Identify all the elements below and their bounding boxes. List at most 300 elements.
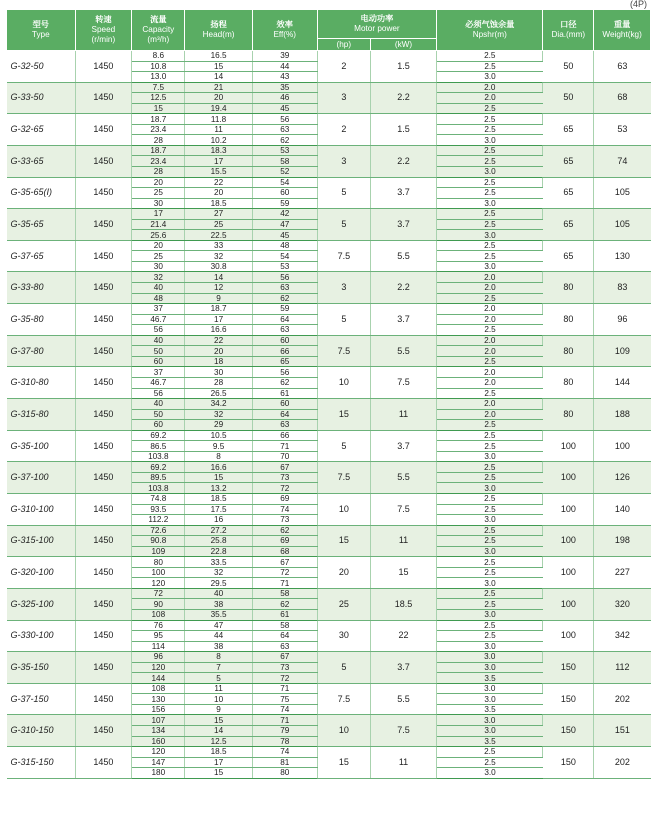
capacity-cell: 160: [132, 736, 185, 747]
npshr-cell: 2.5: [437, 103, 543, 114]
head-cell: 20: [185, 346, 252, 357]
model-cell: G-310-80: [7, 367, 76, 399]
model-cell: G-35-65(I): [7, 177, 76, 209]
model-cell: G-33-50: [7, 82, 76, 114]
weight-cell: 53: [594, 114, 651, 146]
efficiency-cell: 72: [252, 673, 317, 684]
npshr-cell: 2.0: [437, 335, 543, 346]
capacity-cell: 12.5: [132, 93, 185, 104]
speed-cell: 1450: [75, 588, 132, 620]
capacity-cell: 103.8: [132, 451, 185, 462]
head-cell: 15: [185, 715, 252, 726]
model-cell: G-320-100: [7, 557, 76, 589]
capacity-cell: 23.4: [132, 156, 185, 167]
page-number: (4P): [629, 0, 647, 9]
diameter-cell: 100: [543, 525, 594, 557]
hp-cell: 15: [317, 525, 370, 557]
head-cell: 18: [185, 356, 252, 367]
hp-cell: 3: [317, 145, 370, 177]
kw-cell: 7.5: [370, 367, 436, 399]
head-cell: 11: [185, 124, 252, 135]
diameter-cell: 65: [543, 145, 594, 177]
capacity-cell: 20: [132, 177, 185, 188]
npshr-cell: 3.0: [437, 683, 543, 694]
npshr-cell: 2.5: [437, 557, 543, 568]
efficiency-cell: 52: [252, 167, 317, 178]
npshr-cell: 3.0: [437, 726, 543, 737]
efficiency-cell: 73: [252, 472, 317, 483]
efficiency-cell: 63: [252, 124, 317, 135]
head-cell: 44: [185, 631, 252, 642]
efficiency-cell: 46: [252, 93, 317, 104]
weight-cell: 342: [594, 620, 651, 652]
hp-cell: 7.5: [317, 335, 370, 367]
model-cell: G-33-65: [7, 145, 76, 177]
capacity-cell: 46.7: [132, 314, 185, 325]
speed-cell: 1450: [75, 82, 132, 114]
hp-cell: 20: [317, 557, 370, 589]
model-cell: G-33-80: [7, 272, 76, 304]
capacity-cell: 108: [132, 683, 185, 694]
npshr-cell: 2.5: [437, 567, 543, 578]
efficiency-cell: 62: [252, 599, 317, 610]
efficiency-cell: 74: [252, 704, 317, 715]
npshr-cell: 2.5: [437, 114, 543, 125]
efficiency-cell: 54: [252, 251, 317, 262]
head-cell: 11: [185, 683, 252, 694]
capacity-cell: 147: [132, 757, 185, 768]
capacity-cell: 72.6: [132, 525, 185, 536]
head-cell: 40: [185, 588, 252, 599]
head-cell: 8: [185, 652, 252, 663]
kw-cell: 11: [370, 399, 436, 431]
efficiency-cell: 67: [252, 557, 317, 568]
efficiency-cell: 58: [252, 620, 317, 631]
speed-cell: 1450: [75, 747, 132, 779]
efficiency-cell: 69: [252, 536, 317, 547]
npshr-cell: 2.5: [437, 325, 543, 336]
efficiency-cell: 73: [252, 515, 317, 526]
kw-cell: 2.2: [370, 82, 436, 114]
header-diameter: 口径 Dia.(mm): [543, 10, 594, 51]
efficiency-cell: 48: [252, 240, 317, 251]
kw-cell: 2.2: [370, 145, 436, 177]
npshr-cell: 2.0: [437, 272, 543, 283]
kw-cell: 5.5: [370, 683, 436, 715]
capacity-cell: 18.7: [132, 114, 185, 125]
speed-cell: 1450: [75, 240, 132, 272]
head-cell: 47: [185, 620, 252, 631]
capacity-cell: 8.6: [132, 51, 185, 62]
npshr-cell: 2.5: [437, 219, 543, 230]
efficiency-cell: 53: [252, 145, 317, 156]
speed-cell: 1450: [75, 177, 132, 209]
efficiency-cell: 64: [252, 409, 317, 420]
weight-cell: 109: [594, 335, 651, 367]
efficiency-cell: 64: [252, 631, 317, 642]
head-cell: 18.3: [185, 145, 252, 156]
head-cell: 29: [185, 420, 252, 431]
kw-cell: 3.7: [370, 652, 436, 684]
model-cell: G-310-150: [7, 715, 76, 747]
head-cell: 26.5: [185, 388, 252, 399]
capacity-cell: 130: [132, 694, 185, 705]
weight-cell: 83: [594, 272, 651, 304]
head-cell: 17: [185, 314, 252, 325]
head-cell: 18.7: [185, 304, 252, 315]
hp-cell: 7.5: [317, 462, 370, 494]
head-cell: 10: [185, 694, 252, 705]
capacity-cell: 69.2: [132, 430, 185, 441]
efficiency-cell: 35: [252, 82, 317, 93]
hp-cell: 30: [317, 620, 370, 652]
head-cell: 38: [185, 599, 252, 610]
head-cell: 12.5: [185, 736, 252, 747]
head-cell: 25: [185, 219, 252, 230]
table-row: [7, 747, 651, 758]
model-cell: G-315-150: [7, 747, 76, 779]
efficiency-cell: 62: [252, 525, 317, 536]
npshr-cell: 3.0: [437, 230, 543, 241]
speed-cell: 1450: [75, 272, 132, 304]
header-weight: 重量 Weight(kg): [594, 10, 651, 51]
capacity-cell: 25: [132, 251, 185, 262]
pump-spec-table: [6, 9, 651, 779]
table-row: [7, 715, 651, 726]
kw-cell: 3.7: [370, 304, 436, 336]
model-cell: G-35-100: [7, 430, 76, 462]
hp-cell: 7.5: [317, 240, 370, 272]
weight-cell: 96: [594, 304, 651, 336]
capacity-cell: 40: [132, 283, 185, 294]
head-cell: 16.6: [185, 462, 252, 473]
hp-cell: 10: [317, 493, 370, 525]
table-row: [7, 652, 651, 663]
table-header: [7, 10, 651, 51]
diameter-cell: 80: [543, 367, 594, 399]
diameter-cell: 150: [543, 715, 594, 747]
table-row: [7, 272, 651, 283]
npshr-cell: 3.0: [437, 167, 543, 178]
efficiency-cell: 56: [252, 367, 317, 378]
efficiency-cell: 59: [252, 198, 317, 209]
kw-cell: 15: [370, 557, 436, 589]
capacity-cell: 89.5: [132, 472, 185, 483]
head-cell: 18.5: [185, 493, 252, 504]
head-cell: 9: [185, 704, 252, 715]
efficiency-cell: 47: [252, 219, 317, 230]
model-cell: G-35-150: [7, 652, 76, 684]
header-head: 扬程 Head(m): [185, 10, 252, 51]
npshr-cell: 3.0: [437, 451, 543, 462]
efficiency-cell: 75: [252, 694, 317, 705]
npshr-cell: 2.0: [437, 377, 543, 388]
capacity-cell: 90.8: [132, 536, 185, 547]
table-row: [7, 462, 651, 473]
capacity-cell: 56: [132, 388, 185, 399]
efficiency-cell: 65: [252, 356, 317, 367]
head-cell: 13.2: [185, 483, 252, 494]
npshr-cell: 2.5: [437, 631, 543, 642]
kw-cell: 5.5: [370, 462, 436, 494]
model-cell: G-37-100: [7, 462, 76, 494]
diameter-cell: 80: [543, 399, 594, 431]
efficiency-cell: 56: [252, 114, 317, 125]
table-row: [7, 525, 651, 536]
npshr-cell: 3.0: [437, 261, 543, 272]
speed-cell: 1450: [75, 430, 132, 462]
header-hp: (hp): [317, 39, 370, 51]
capacity-cell: 17: [132, 209, 185, 220]
efficiency-cell: 63: [252, 641, 317, 652]
npshr-cell: 2.5: [437, 430, 543, 441]
capacity-cell: 72: [132, 588, 185, 599]
npshr-cell: 2.0: [437, 367, 543, 378]
npshr-cell: 2.5: [437, 145, 543, 156]
model-cell: G-37-150: [7, 683, 76, 715]
npshr-cell: 3.0: [437, 198, 543, 209]
efficiency-cell: 80: [252, 768, 317, 779]
hp-cell: 7.5: [317, 683, 370, 715]
speed-cell: 1450: [75, 652, 132, 684]
hp-cell: 25: [317, 588, 370, 620]
head-cell: 5: [185, 673, 252, 684]
speed-cell: 1450: [75, 462, 132, 494]
diameter-cell: 100: [543, 430, 594, 462]
capacity-cell: 100: [132, 567, 185, 578]
model-cell: G-32-65: [7, 114, 76, 146]
npshr-cell: 2.5: [437, 525, 543, 536]
model-cell: G-315-80: [7, 399, 76, 431]
capacity-cell: 20: [132, 240, 185, 251]
efficiency-cell: 42: [252, 209, 317, 220]
diameter-cell: 80: [543, 272, 594, 304]
npshr-cell: 2.5: [437, 177, 543, 188]
efficiency-cell: 61: [252, 609, 317, 620]
efficiency-cell: 62: [252, 293, 317, 304]
efficiency-cell: 79: [252, 726, 317, 737]
table-row: [7, 177, 651, 188]
efficiency-cell: 54: [252, 177, 317, 188]
speed-cell: 1450: [75, 493, 132, 525]
npshr-cell: 2.0: [437, 304, 543, 315]
efficiency-cell: 43: [252, 72, 317, 83]
model-cell: G-35-80: [7, 304, 76, 336]
head-cell: 16.6: [185, 325, 252, 336]
capacity-cell: 69.2: [132, 462, 185, 473]
head-cell: 15.5: [185, 167, 252, 178]
efficiency-cell: 58: [252, 156, 317, 167]
npshr-cell: 2.0: [437, 82, 543, 93]
efficiency-cell: 71: [252, 441, 317, 452]
npshr-cell: 2.5: [437, 51, 543, 62]
efficiency-cell: 72: [252, 483, 317, 494]
head-cell: 9.5: [185, 441, 252, 452]
model-cell: G-32-50: [7, 51, 76, 83]
capacity-cell: 10.8: [132, 61, 185, 72]
efficiency-cell: 72: [252, 567, 317, 578]
capacity-cell: 108: [132, 609, 185, 620]
header-capacity: 流量 Capacity (m³/h): [132, 10, 185, 51]
npshr-cell: 3.5: [437, 673, 543, 684]
capacity-cell: 60: [132, 420, 185, 431]
efficiency-cell: 63: [252, 325, 317, 336]
efficiency-cell: 63: [252, 283, 317, 294]
capacity-cell: 40: [132, 335, 185, 346]
weight-cell: 130: [594, 240, 651, 272]
hp-cell: 5: [317, 177, 370, 209]
weight-cell: 198: [594, 525, 651, 557]
table-row: [7, 304, 651, 315]
efficiency-cell: 62: [252, 135, 317, 146]
kw-cell: 11: [370, 747, 436, 779]
capacity-cell: 21.4: [132, 219, 185, 230]
weight-cell: 105: [594, 177, 651, 209]
capacity-cell: 93.5: [132, 504, 185, 515]
capacity-cell: 50: [132, 346, 185, 357]
npshr-cell: 2.5: [437, 588, 543, 599]
capacity-cell: 74.8: [132, 493, 185, 504]
efficiency-cell: 63: [252, 420, 317, 431]
efficiency-cell: 66: [252, 430, 317, 441]
hp-cell: 15: [317, 747, 370, 779]
capacity-cell: 156: [132, 704, 185, 715]
capacity-cell: 112.2: [132, 515, 185, 526]
npshr-cell: 2.5: [437, 209, 543, 220]
capacity-cell: 144: [132, 673, 185, 684]
efficiency-cell: 58: [252, 588, 317, 599]
head-cell: 21: [185, 82, 252, 93]
kw-cell: 5.5: [370, 240, 436, 272]
table-row: [7, 51, 651, 62]
diameter-cell: 80: [543, 304, 594, 336]
efficiency-cell: 64: [252, 314, 317, 325]
npshr-cell: 2.0: [437, 399, 543, 410]
speed-cell: 1450: [75, 683, 132, 715]
capacity-cell: 60: [132, 356, 185, 367]
npshr-cell: 2.5: [437, 472, 543, 483]
hp-cell: 2: [317, 114, 370, 146]
efficiency-cell: 70: [252, 451, 317, 462]
table-row: [7, 683, 651, 694]
efficiency-cell: 74: [252, 504, 317, 515]
efficiency-cell: 60: [252, 188, 317, 199]
npshr-cell: 3.0: [437, 515, 543, 526]
weight-cell: 227: [594, 557, 651, 589]
model-cell: G-315-100: [7, 525, 76, 557]
head-cell: 7: [185, 662, 252, 673]
diameter-cell: 100: [543, 493, 594, 525]
capacity-cell: 15: [132, 103, 185, 114]
npshr-cell: 3.0: [437, 135, 543, 146]
diameter-cell: 150: [543, 652, 594, 684]
table-row: [7, 620, 651, 631]
model-cell: G-37-80: [7, 335, 76, 367]
head-cell: 29.5: [185, 578, 252, 589]
speed-cell: 1450: [75, 367, 132, 399]
head-cell: 30: [185, 367, 252, 378]
capacity-cell: 180: [132, 768, 185, 779]
npshr-cell: 2.0: [437, 346, 543, 357]
speed-cell: 1450: [75, 715, 132, 747]
capacity-cell: 37: [132, 367, 185, 378]
head-cell: 25.8: [185, 536, 252, 547]
efficiency-cell: 66: [252, 346, 317, 357]
weight-cell: 144: [594, 367, 651, 399]
npshr-cell: 2.5: [437, 747, 543, 758]
hp-cell: 3: [317, 82, 370, 114]
head-cell: 12: [185, 283, 252, 294]
head-cell: 14: [185, 272, 252, 283]
npshr-cell: 2.0: [437, 93, 543, 104]
table-row: [7, 430, 651, 441]
weight-cell: 320: [594, 588, 651, 620]
npshr-cell: 3.0: [437, 715, 543, 726]
npshr-cell: 2.5: [437, 462, 543, 473]
kw-cell: 3.7: [370, 430, 436, 462]
head-cell: 11.8: [185, 114, 252, 125]
weight-cell: 151: [594, 715, 651, 747]
npshr-cell: 3.5: [437, 704, 543, 715]
weight-cell: 100: [594, 430, 651, 462]
npshr-cell: 2.5: [437, 536, 543, 547]
npshr-cell: 2.5: [437, 356, 543, 367]
capacity-cell: 120: [132, 747, 185, 758]
npshr-cell: 3.0: [437, 662, 543, 673]
weight-cell: 105: [594, 209, 651, 241]
model-cell: G-325-100: [7, 588, 76, 620]
npshr-cell: 3.0: [437, 72, 543, 83]
efficiency-cell: 62: [252, 377, 317, 388]
head-cell: 17: [185, 757, 252, 768]
npshr-cell: 2.5: [437, 620, 543, 631]
head-cell: 22.8: [185, 546, 252, 557]
model-cell: G-310-100: [7, 493, 76, 525]
head-cell: 27.2: [185, 525, 252, 536]
head-cell: 32: [185, 567, 252, 578]
hp-cell: 5: [317, 430, 370, 462]
kw-cell: 5.5: [370, 335, 436, 367]
npshr-cell: 2.5: [437, 293, 543, 304]
head-cell: 32: [185, 409, 252, 420]
kw-cell: 2.2: [370, 272, 436, 304]
diameter-cell: 100: [543, 588, 594, 620]
weight-cell: 140: [594, 493, 651, 525]
head-cell: 22.5: [185, 230, 252, 241]
efficiency-cell: 60: [252, 335, 317, 346]
kw-cell: 1.5: [370, 51, 436, 83]
head-cell: 15: [185, 61, 252, 72]
hp-cell: 15: [317, 399, 370, 431]
capacity-cell: 30: [132, 198, 185, 209]
weight-cell: 202: [594, 683, 651, 715]
npshr-cell: 2.5: [437, 240, 543, 251]
capacity-cell: 120: [132, 662, 185, 673]
header-motor-power: 电动功率 Motor power: [317, 10, 436, 39]
efficiency-cell: 45: [252, 103, 317, 114]
head-cell: 20: [185, 188, 252, 199]
npshr-cell: 2.5: [437, 251, 543, 262]
npshr-cell: 3.5: [437, 736, 543, 747]
capacity-cell: 18.7: [132, 145, 185, 156]
npshr-cell: 3.0: [437, 609, 543, 620]
efficiency-cell: 67: [252, 462, 317, 473]
head-cell: 14: [185, 726, 252, 737]
capacity-cell: 48: [132, 293, 185, 304]
capacity-cell: 28: [132, 135, 185, 146]
weight-cell: 74: [594, 145, 651, 177]
head-cell: 16: [185, 515, 252, 526]
